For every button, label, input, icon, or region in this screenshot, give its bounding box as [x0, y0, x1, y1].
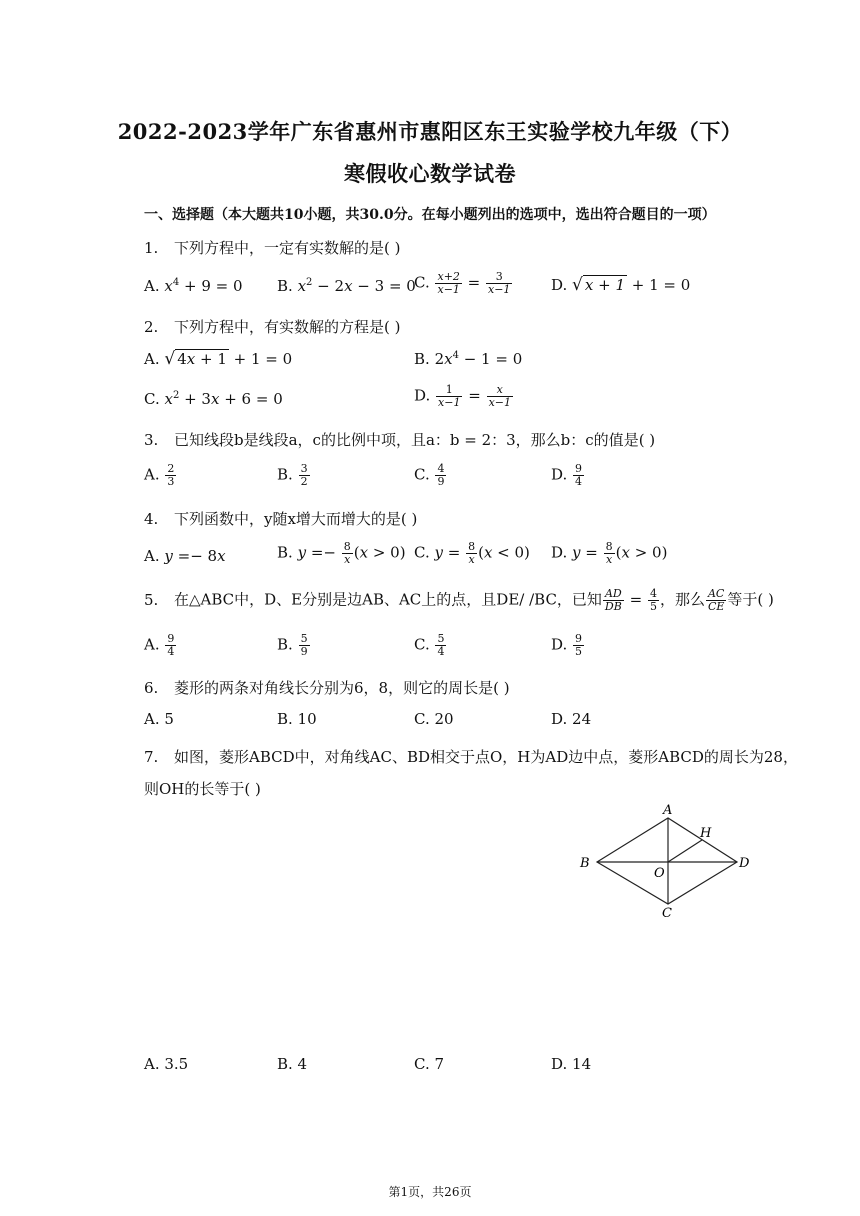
- q5-option-a: A. $\frac{9}{4}$: [144, 632, 175, 658]
- q1-option-b: B. $x^2 - 2x - 3 = 0$: [277, 277, 416, 295]
- q6-option-c: C. 20: [414, 710, 454, 728]
- q6-option-a: A. 5: [144, 710, 174, 728]
- question-stem: 下列方程中，有实数解的方程是( ): [174, 318, 401, 336]
- q3-option-a: A. $\frac{2}{3}$: [144, 462, 175, 488]
- question-7: [144, 746, 798, 767]
- q4-option-b: B. y =− $\frac{8}{x}$ (x > 0): [277, 540, 406, 566]
- q3-option-b: B. $\frac{3}{2}$: [277, 462, 308, 488]
- q6-option-d: D. 24: [551, 710, 592, 728]
- q7-option-a: A. 3.5: [144, 1055, 189, 1073]
- q2-option-a: A. √ 4x + 1 + 1 = 0: [144, 349, 293, 369]
- q4-option-c: C. y = $\frac{8}{x}$ (x < 0): [414, 540, 530, 566]
- q7-option-d: D. 14: [551, 1055, 592, 1073]
- question-stem: 下列方程中，一定有实数解的是( ): [174, 239, 401, 257]
- question-5: 5. 在△ABC中，D、E分别是边AB、AC上的点，且DE/ /BC，已知 $\frac{AD}{DB}$ = $\frac{4}{5}$ ，那么 $\frac{AC}{CE}$ 等于( ): [144, 587, 774, 613]
- segment-oh: [668, 840, 702, 862]
- question-number: 3.: [144, 431, 159, 449]
- question-7-stem-continued: 则OH的长等于( ): [144, 780, 261, 798]
- question-number: 1.: [144, 239, 159, 257]
- rhombus-figure: [570, 800, 760, 920]
- question-stem: 如图，菱形ABCD中，对角线AC、BD相交于点O，H为AD边中点，菱形ABCD的周长为28，: [174, 748, 798, 766]
- question-number: 6.: [144, 679, 159, 697]
- question-stem: 在△ABC中，D、E分别是边AB、AC上的点，且DE/ /BC，已知: [174, 590, 602, 609]
- label-b: B: [580, 856, 590, 871]
- question-number: 5.: [144, 590, 159, 609]
- q7-option-c: C. 7: [414, 1055, 445, 1073]
- label-o: O: [654, 866, 665, 881]
- question-6: [144, 677, 510, 698]
- label-d: D: [739, 856, 750, 871]
- section-heading: 一、选择题（本大题共10小题，共30.0分。在每小题列出的选项中，选出符合题目的一项）: [144, 207, 716, 223]
- label-a: A: [663, 803, 673, 818]
- q7-option-b: B. 4: [277, 1055, 308, 1073]
- question-stem: 菱形的两条对角线长分别为6，8，则它的周长是( ): [174, 679, 510, 697]
- q1-option-a: A. $x^4 + 9 = 0$: [144, 277, 243, 295]
- label-c: C: [662, 906, 672, 920]
- question-number: 7.: [144, 748, 159, 766]
- q4-option-d: D. y = $\frac{8}{x}$ (x > 0): [551, 540, 668, 566]
- q5-option-d: D. $\frac{9}{5}$: [551, 632, 583, 658]
- question-stem: 下列函数中，y随x增大而增大的是( ): [174, 510, 418, 528]
- label-h: H: [700, 826, 712, 841]
- q6-option-b: B. 10: [277, 710, 317, 728]
- question-2: [144, 316, 400, 337]
- question-1: [144, 237, 400, 258]
- question-number: 2.: [144, 318, 159, 336]
- q5-option-c: C. $\frac{5}{4}$: [414, 632, 445, 658]
- question-stem: 已知线段b是线段a，c的比例中项，且a：b = 2：3，那么b：c的值是( ): [174, 431, 656, 449]
- exam-title-line1: 2022-2023学年广东省惠州市惠阳区东王实验学校九年级（下）: [117, 119, 743, 144]
- q2-option-b: B. $2x^4 - 1 = 0$: [414, 350, 523, 368]
- q1-option-d: D. √ x + 1 + 1 = 0: [551, 275, 691, 295]
- q3-option-d: D. $\frac{9}{4}$: [551, 462, 583, 488]
- q5-option-b: B. $\frac{5}{9}$: [277, 632, 308, 658]
- rhombus-outline: [597, 818, 737, 904]
- exam-title-line2: 寒假收心数学试卷: [344, 161, 516, 186]
- q3-option-c: C. $\frac{4}{9}$: [414, 462, 445, 488]
- q2-option-c: C. $x^2 + 3x + 6 = 0$: [144, 390, 283, 408]
- q4-option-a: A. y =− 8x: [144, 547, 226, 565]
- q2-option-d: D. $\frac{1}{x-1}$ = $\frac{x}{x-1}$: [414, 383, 511, 409]
- q1-option-c: C. $\frac{x+2}{x-1}$ = $\frac{3}{x-1}$: [414, 270, 511, 296]
- question-number: 4.: [144, 510, 159, 528]
- page-footer: 第1页，共26页: [388, 1185, 472, 1199]
- question-3: [144, 429, 655, 450]
- question-4: [144, 508, 417, 529]
